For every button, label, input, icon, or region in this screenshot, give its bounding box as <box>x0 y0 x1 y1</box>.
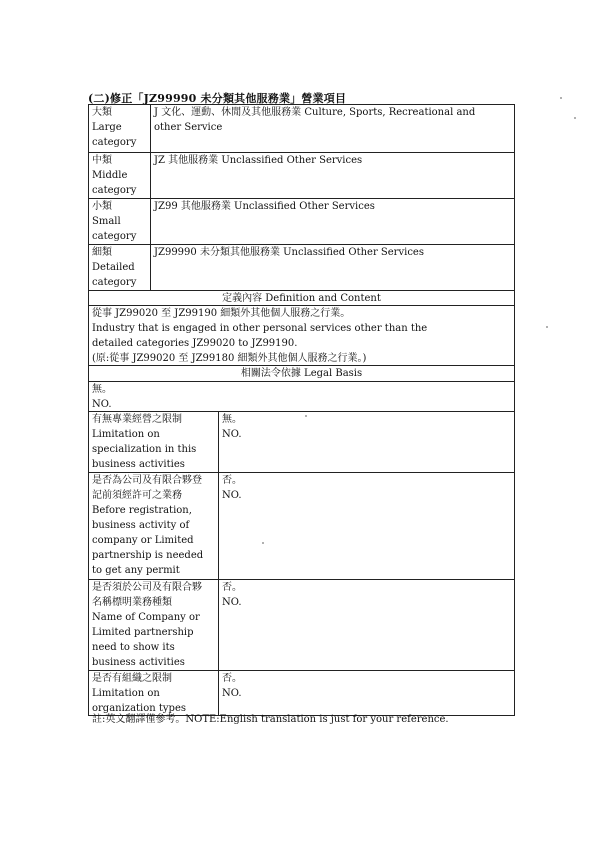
category-row-middle <box>89 152 514 198</box>
limit-label <box>89 412 219 472</box>
scan-speck <box>262 542 264 544</box>
definition-line: (原:從事 JZ99020 至 JZ99180 細類外其他個人服務之行業。) <box>92 353 367 364</box>
limit-row-specialization <box>89 411 514 472</box>
scan-speck <box>546 326 548 328</box>
label-line: organization types <box>92 703 187 714</box>
label-line: company or Limited <box>92 535 194 546</box>
scan-speck <box>305 415 307 417</box>
label-line: Large <box>92 122 122 133</box>
value-line: 無。 <box>222 414 242 425</box>
label-line: 是否為公司及有限合夥登 <box>92 475 202 486</box>
label-line: 細類 <box>92 247 112 258</box>
label-line: business activities <box>92 657 185 668</box>
label-line: 是否須於公司及有限合夥 <box>92 582 202 593</box>
definition-line: Industry that is engaged in other personal services other than the <box>92 323 428 334</box>
label-line: category <box>92 231 137 242</box>
label-line: 小類 <box>92 201 112 212</box>
definition-header-row <box>89 290 514 305</box>
label-line: 記前須經許可之業務 <box>92 490 182 501</box>
label-line: Name of Company or <box>92 612 200 623</box>
label-line: 中類 <box>92 155 112 166</box>
value-line: 否。 <box>222 475 242 486</box>
label-line: 大類 <box>92 107 112 118</box>
limit-value <box>219 473 514 579</box>
label-line: business activity of <box>92 520 190 531</box>
definition-line: detailed categories JZ99020 to JZ99190. <box>92 338 298 349</box>
label-line: need to show its <box>92 642 175 653</box>
label-line: 名稱標明業務種類 <box>92 597 172 608</box>
category-row-detailed <box>89 244 514 290</box>
label-line: specialization in this <box>92 444 197 455</box>
definition-line: 從事 JZ99020 至 JZ99190 細類外其他個人服務之行業。 <box>92 308 351 319</box>
limit-row-company-name <box>89 579 514 670</box>
legal-header: 相關法令依據 Legal Basis <box>240 368 363 379</box>
footnote: 註:英文翻譯僅參考。NOTE:English translation is just for your reference. <box>92 714 449 725</box>
label-line: category <box>92 185 137 196</box>
label-line: business activities <box>92 459 185 470</box>
limit-row-permit <box>89 472 514 579</box>
value-line: NO. <box>222 688 242 699</box>
definition-content <box>89 306 514 365</box>
label-line: 是否有組織之限制 <box>92 673 172 684</box>
category-row-large <box>89 105 514 152</box>
limit-label <box>89 580 219 670</box>
label-line: to get any permit <box>92 565 180 576</box>
legal-content <box>89 382 514 411</box>
scan-speck <box>574 117 576 119</box>
category-value: JZ 其他服務業 Unclassified Other Services <box>154 155 363 166</box>
definition-content-row <box>89 305 514 365</box>
category-label <box>89 153 151 198</box>
limit-value <box>219 671 514 715</box>
scan-speck <box>560 97 562 99</box>
label-line: category <box>92 137 137 148</box>
limit-label <box>89 671 219 715</box>
category-row-small <box>89 198 514 244</box>
label-line: Before registration, <box>92 505 192 516</box>
value-line: 否。 <box>222 582 242 593</box>
category-label <box>89 245 151 290</box>
category-value: JZ99990 未分類其他服務業 Unclassified Other Services <box>154 247 424 258</box>
value-line: NO. <box>222 490 242 501</box>
business-item-table <box>88 104 515 716</box>
value-line: NO. <box>222 429 242 440</box>
value-line: NO. <box>222 597 242 608</box>
limit-value <box>219 580 514 670</box>
label-line: Middle <box>92 170 128 181</box>
category-label <box>89 105 151 152</box>
label-line: Limitation on <box>92 429 160 440</box>
value-line: 否。 <box>222 673 242 684</box>
definition-header: 定義內容 Definition and Content <box>222 293 381 304</box>
legal-line: NO. <box>92 399 112 410</box>
label-line: Small <box>92 216 121 227</box>
legal-line: 無。 <box>92 384 112 395</box>
legal-content-row <box>89 381 514 411</box>
limit-label <box>89 473 219 579</box>
label-line: partnership is needed <box>92 550 204 561</box>
page-title: (二)修正「JZ99990 未分類其他服務業」營業項目 <box>88 92 347 105</box>
label-line: Detailed <box>92 262 135 273</box>
limit-row-organization <box>89 670 514 715</box>
category-value: JZ99 其他服務業 Unclassified Other Services <box>154 201 375 212</box>
label-line: Limited partnership <box>92 627 194 638</box>
label-line: 有無專業經營之限制 <box>92 414 182 425</box>
limit-value <box>219 412 514 472</box>
category-label <box>89 199 151 244</box>
legal-header-row <box>89 365 514 381</box>
label-line: category <box>92 277 137 288</box>
label-line: Limitation on <box>92 688 160 699</box>
category-value: J 文化、運動、休閒及其他服務業 Culture, Sports, Recreational and other Service <box>154 107 476 133</box>
